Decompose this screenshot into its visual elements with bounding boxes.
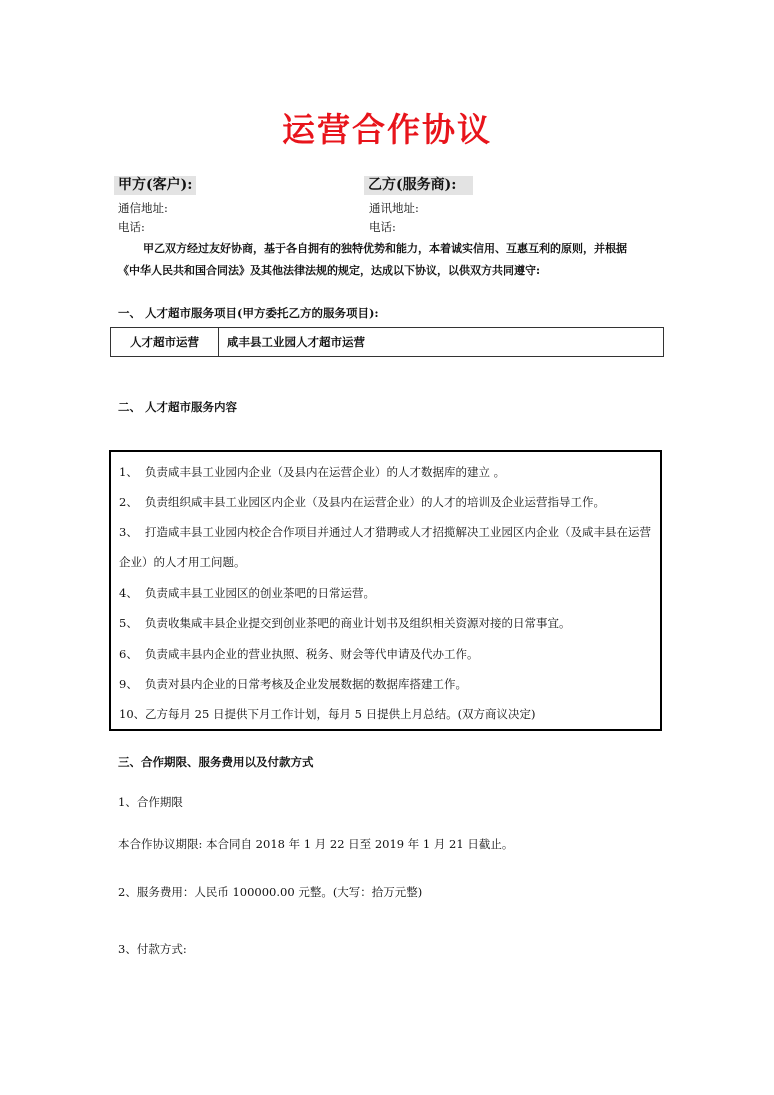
- party-a-phone-label: 电话:: [118, 220, 145, 234]
- section-3-heading: 三、合作期限、服务费用以及付款方式: [118, 755, 314, 769]
- intro-line-1: 甲乙双方经过友好协商，基于各自拥有的独特优势和能力，本着诚实信用、互惠互利的原则，并根据: [143, 242, 627, 255]
- party-b-address-label: 通讯地址:: [369, 201, 419, 215]
- list-item: 负责咸丰县工业园区的创业茶吧的日常运营。: [145, 586, 375, 600]
- intro-line-2: 《中华人民共和国合同法》及其他法律法规的规定，达成以下协议，以供双方共同遵守:: [118, 264, 541, 277]
- list-item: 负责对县内企业的日常考核及企业发展数据的数据库搭建工作。: [145, 677, 467, 691]
- service-table-item: 人才超市运营: [111, 328, 219, 356]
- list-item: 打造咸丰县工业园内校企合作项目并通过人才猎聘或人才招揽解决工业园区内企业（及咸丰县在运营: [145, 525, 651, 539]
- payment-method-subheading: 3、付款方式:: [118, 942, 187, 956]
- list-item: 乙方每月 25 日提供下月工作计划，每月 5 日提供上月总结。(双方商议决定): [145, 707, 536, 721]
- list-item: 负责咸丰县内企业的营业执照、税务、财会等代申请及代办工作。: [145, 647, 479, 661]
- service-content-box: [109, 450, 662, 731]
- list-item-number: 5、: [119, 616, 138, 630]
- list-item-number: 9、: [119, 677, 138, 691]
- list-item: 负责组织咸丰县工业园区内企业（及县内在运营企业）的人才的培训及企业运营指导工作。: [145, 495, 605, 509]
- list-item-number: 6、: [119, 647, 138, 661]
- section-2-heading: 二、 人才超市服务内容: [118, 400, 238, 414]
- party-b-phone-label: 电话:: [369, 220, 396, 234]
- party-b-label: 乙方(服务商):: [364, 176, 473, 195]
- list-item: 负责收集咸丰县企业提交到创业茶吧的商业计划书及组织相关资源对接的日常事宜。: [145, 616, 571, 630]
- service-table: [110, 327, 664, 357]
- list-item-number: 10、: [119, 707, 146, 721]
- section-1-heading: 一、 人才超市服务项目(甲方委托乙方的服务项目):: [118, 306, 379, 320]
- term-text: 本合作协议期限: 本合同自 2018 年 1 月 22 日至 2019 年 1 月 21 日截止。: [118, 837, 514, 851]
- document-title: 运营合作协议: [282, 110, 492, 149]
- list-item: 负责咸丰县工业园内企业（及县内在运营企业）的人才数据库的建立 。: [145, 465, 506, 479]
- party-a-address-label: 通信地址:: [118, 201, 168, 215]
- list-item-number: 1、: [119, 465, 138, 479]
- service-fee-text: 2、服务费用：人民币 100000.00 元整。(大写：拾万元整): [118, 885, 423, 899]
- list-item-number: 2、: [119, 495, 138, 509]
- service-table-description: 咸丰县工业园人才超市运营: [227, 335, 365, 349]
- term-subheading: 1、合作期限: [118, 795, 183, 809]
- list-item-continuation: 企业）的人才用工问题。: [119, 555, 246, 569]
- list-item-number: 3、: [119, 525, 138, 539]
- list-item-number: 4、: [119, 586, 138, 600]
- party-a-label: 甲方(客户):: [114, 176, 196, 195]
